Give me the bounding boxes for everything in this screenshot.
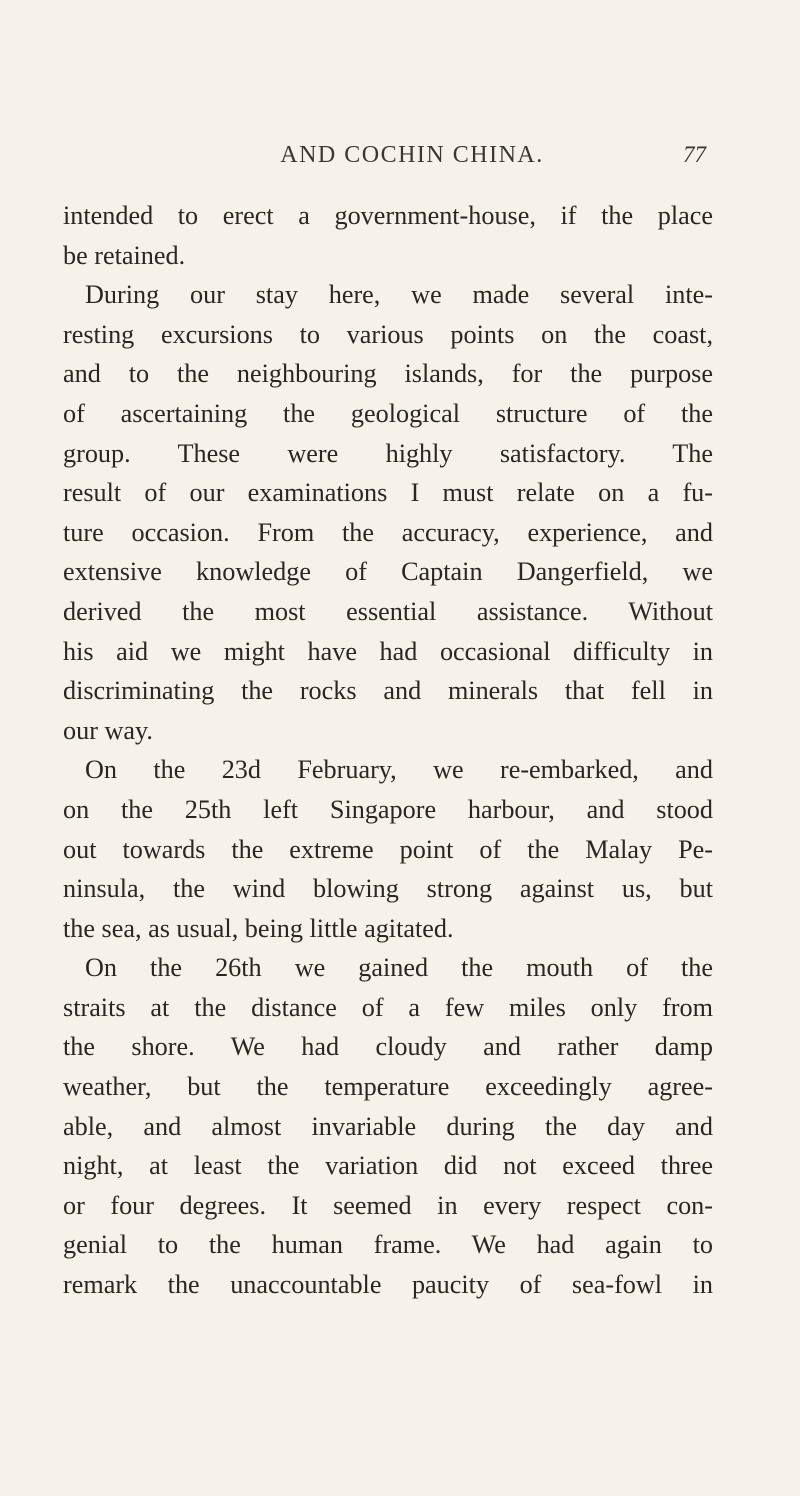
paragraph-start-line: On the 23d February, we re-embarked, and [85,755,713,785]
running-head [118,138,706,172]
text-line: the sea, as usual, being little agitated. [63,913,454,943]
text-line: the shore. We had cloudy and rather damp [63,1032,713,1062]
text-line: remark the unaccountable paucity of sea-fowl in [63,1270,713,1300]
running-title: AND COCHIN CHINA. [280,142,544,168]
text-line: result of our examinations I must relate on a fu- [63,478,713,508]
text-line: weather, but the temperature exceedingly agree- [63,1072,713,1102]
page-number: 77 [683,142,706,167]
text-line: discriminating the rocks and minerals that fell in [63,676,713,706]
text-line: straits at the distance of a few miles only from [63,992,713,1022]
text-line: ture occasion. From the accuracy, experience, and [63,517,713,547]
text-line: be retained. [63,240,186,270]
text-line: group. These were highly satisfactory. The [63,438,713,468]
text-line: extensive knowledge of Captain Dangerfield, we [63,557,713,587]
paragraph-start-line: On the 26th we gained the mouth of the [85,953,713,983]
body-text [63,196,713,1305]
text-line: or four degrees. It seemed in every respect con- [63,1190,713,1220]
text-line: out towards the extreme point of the Malay Pe- [63,834,713,864]
text-line: his aid we might have had occasional difficulty in [63,636,713,666]
text-line: our way. [63,715,153,745]
text-line: able, and almost invariable during the day and [63,1111,713,1141]
text-line: night, at least the variation did not exceed three [63,1151,713,1181]
text-line: ninsula, the wind blowing strong against us, but [63,874,713,904]
text-line: derived the most essential assistance. Without [63,596,713,626]
text-line: resting excursions to various points on the coast, [63,319,713,349]
text-line: and to the neighbouring islands, for the purpose [63,359,713,389]
text-line: genial to the human frame. We had again to [63,1230,713,1260]
text-line: on the 25th left Singapore harbour, and stood [63,794,713,824]
paragraph-start-line: During our stay here, we made several inte- [85,280,713,310]
text-line: of ascertaining the geological structure of the [63,398,713,428]
text-line: intended to erect a government-house, if the place [63,201,713,230]
